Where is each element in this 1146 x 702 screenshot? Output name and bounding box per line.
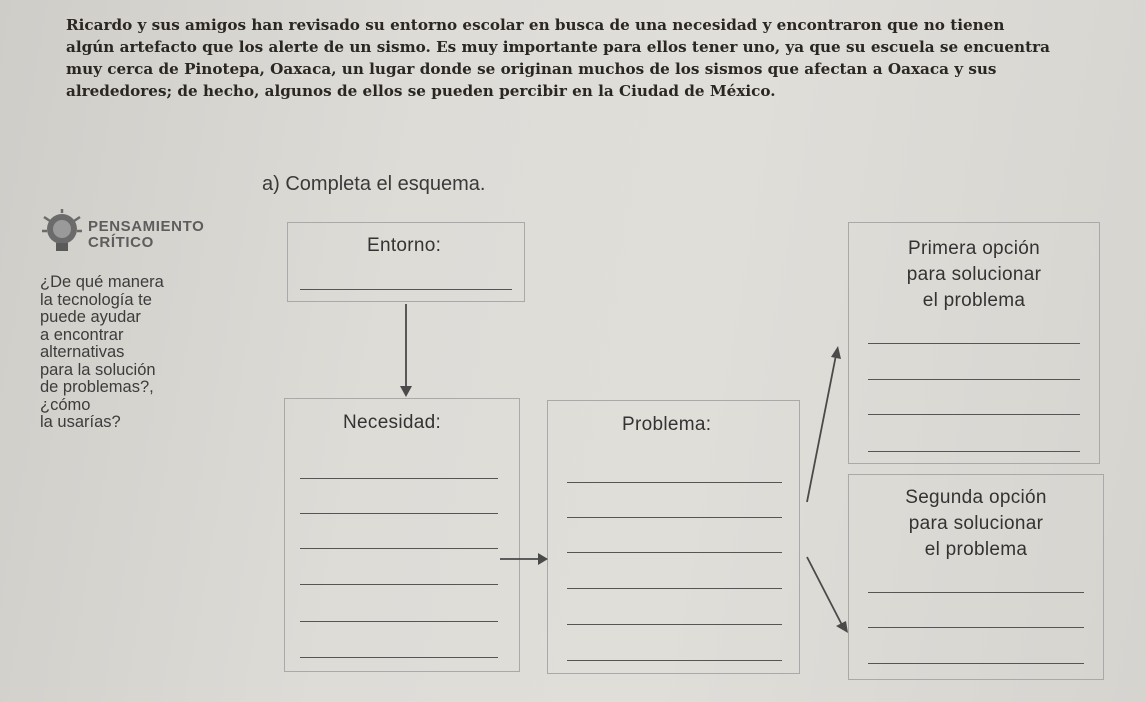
opt2-line: Segunda opción <box>905 487 1047 508</box>
intro-line: muy cerca de Pinotepa, Oaxaca, un lugar donde se originan muchos de los sismos que afectan a Oaxaca y sus <box>66 60 997 78</box>
opt2-line: el problema <box>924 539 1028 560</box>
necesidad-label: Necesidad: <box>343 412 442 433</box>
pc-line: a encontrar <box>40 325 124 344</box>
opt1-line: para solucionar <box>906 264 1042 285</box>
pc-line: la tecnología te <box>40 290 152 309</box>
intro-line: Ricardo y sus amigos han revisado su entorno escolar en busca de una necesidad y encontraron que no tienen <box>66 16 1005 34</box>
opt2-line: para solucionar <box>908 513 1044 534</box>
pc-line: de problemas?, <box>40 378 154 396</box>
entorno-label: Entorno: <box>367 235 442 256</box>
problema-label: Problema: <box>622 414 712 435</box>
pc-title-line1: PENSAMIENTO <box>88 218 205 235</box>
pc-line: la usarías? <box>40 413 121 431</box>
pc-line: ¿De qué manera <box>40 273 164 291</box>
pc-title-line2: CRÍTICO <box>88 234 154 251</box>
pc-line: puede ayudar <box>40 308 141 326</box>
opt1-line: Primera opción <box>908 238 1040 259</box>
opt1-line: el problema <box>922 290 1026 311</box>
intro-line: algún artefacto que los alerte de un sismo. Es muy importante para ellos tener uno, ya que su escuela se encuentra <box>66 38 1050 56</box>
pc-line: para la solución <box>40 360 156 379</box>
intro-line: alrededores; de hecho, algunos de ellos se pueden percibir en la Ciudad de México. <box>66 82 776 100</box>
instruction: a) Completa el esquema. <box>262 173 486 195</box>
pc-line: ¿cómo <box>40 395 91 414</box>
pc-line: alternativas <box>40 343 125 361</box>
